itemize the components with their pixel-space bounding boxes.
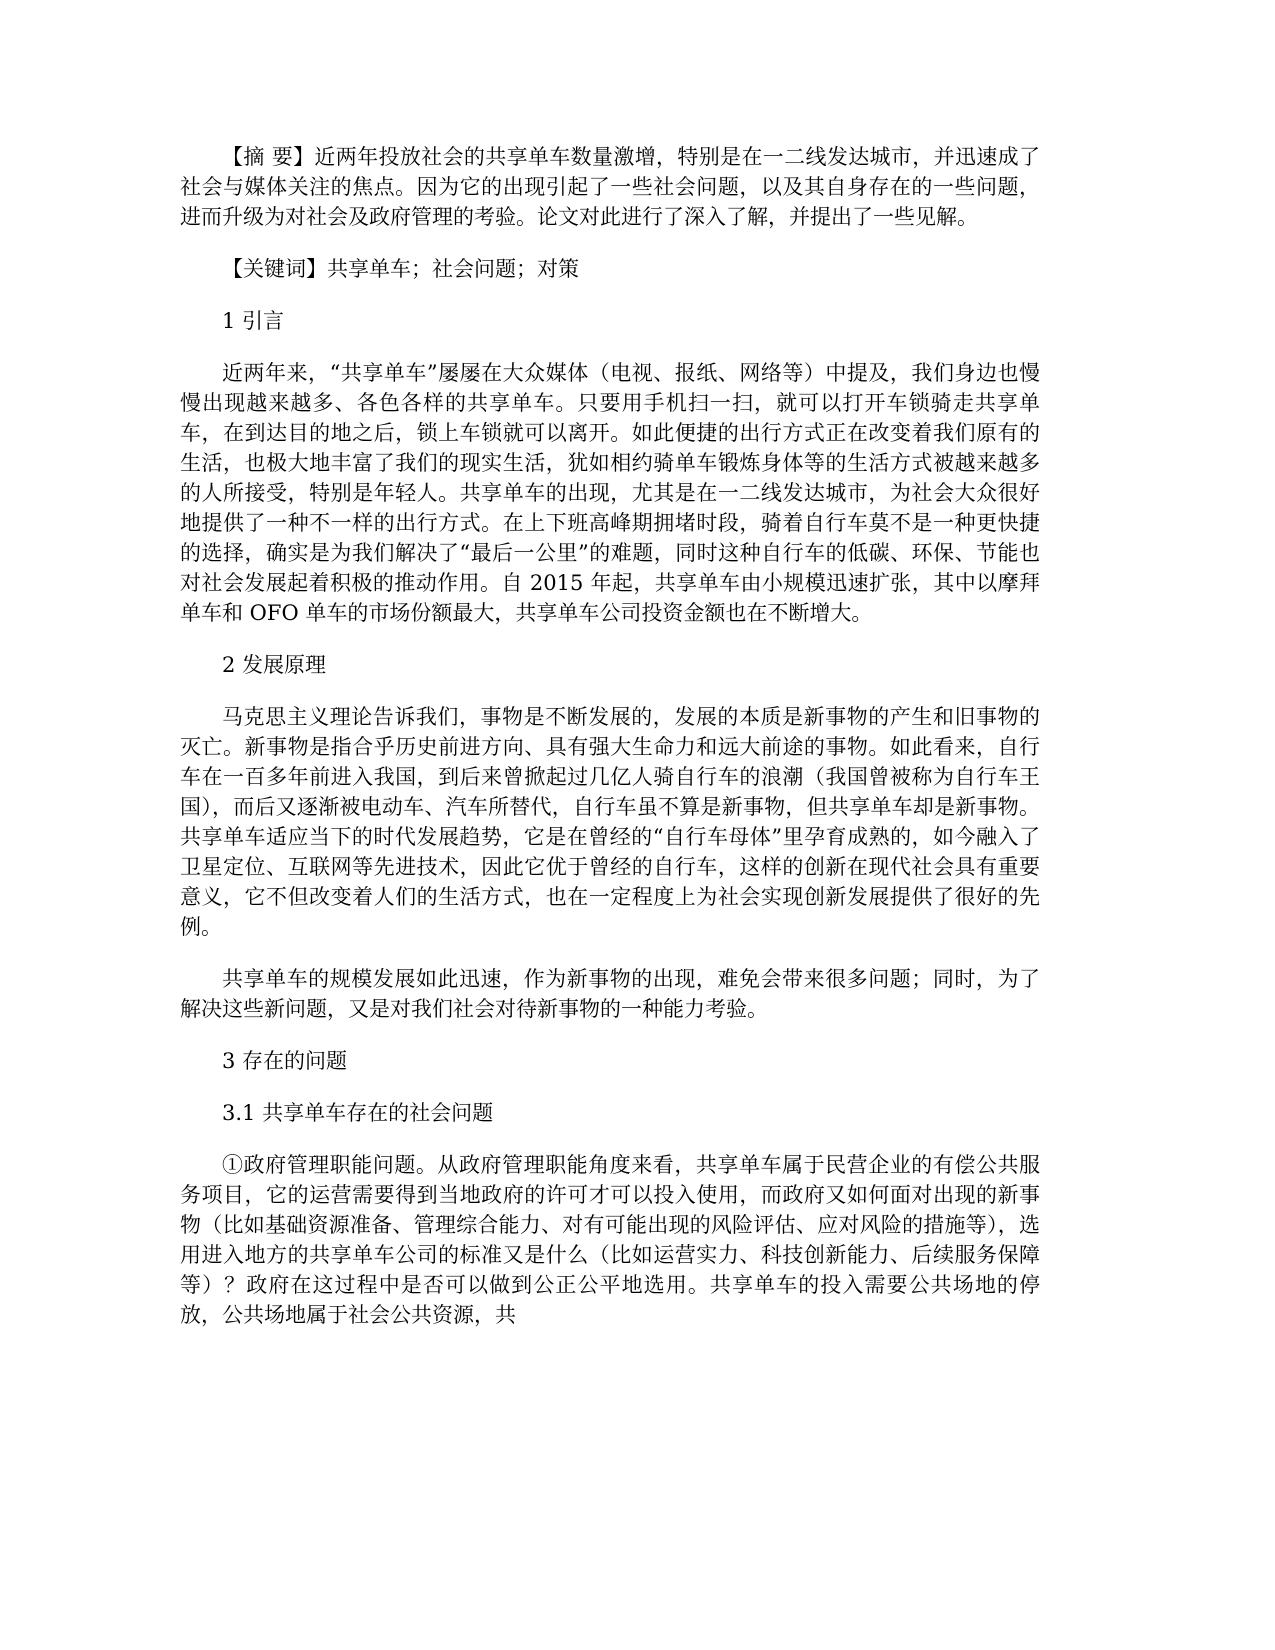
document-page: [180, 142, 1040, 1352]
section-3-1-paragraph: ①政府管理职能问题。从政府管理职能角度来看，共享单车属于民营企业的有偿公共服务项目，它的运营需要得到当地政府的许可才可以投入使用，而政府又如何面对出现的新事物（比如基础资源准备、管理综合能力、对有可能出现的风险评估、应对风险的措施等），选用进入地方的共享单车公司的标准又是什么（比如运营实力、科技创新能力、后续服务保障等）？政府在这过程中是否可以做到公正公平地选用。共享单车的投入需要公共场地的停放，公共场地属于社会公共资源，共: [180, 1153, 1040, 1327]
abstract-paragraph: 【摘 要】近两年投放社会的共享单车数量激增，特别是在一二线发达城市，并迅速成了社会与媒体关注的焦点。因为它的出现引起了一些社会问题，以及其自身存在的一些问题，进而升级为对社会及政府管理的考验。论文对此进行了深入了解，并提出了一些见解。: [180, 145, 1040, 229]
section-2-paragraph-2: 共享单车的规模发展如此迅速，作为新事物的出现，难免会带来很多问题；同时，为了解决这些新问题，又是对我们社会对待新事物的一种能力考验。: [180, 967, 1040, 1021]
keywords-paragraph: 【关键词】共享单车；社会问题；对策: [222, 257, 579, 281]
section-2-paragraph-1: 马克思主义理论告诉我们，事物是不断发展的，发展的本质是新事物的产生和旧事物的灭亡。新事物是指合乎历史前进方向、具有强大生命力和远大前途的事物。如此看来，自行车在一百多年前进入我国，到后来曾掀起过几亿人骑自行车的浪潮（我国曾被称为自行车王国），而后又逐渐被电动车、汽车所替代，自行车虽不算是新事物，但共享单车却是新事物。共享单车适应当下的时代发展趋势，它是在曾经的“自行车母体”里孕育成熟的，如今融入了卫星定位、互联网等先进技术，因此它优于曾经的自行车，这样的创新在现代社会具有重要意义，它不但改变着人们的生活方式，也在一定程度上为社会实现创新发展提供了很好的先例。: [180, 705, 1040, 939]
section-3-1-heading: 3.1 共享单车存在的社会问题: [222, 1101, 494, 1125]
section-1-paragraph: 近两年来，“共享单车”屡屡在大众媒体（电视、报纸、网络等）中提及，我们身边也慢慢出现越来越多、各色各样的共享单车。只要用手机扫一扫，就可以打开车锁骑走共享单车，在到达目的地之后，锁上车锁就可以离开。如此便捷的出行方式正在改变着我们原有的生活，也极大地丰富了我们的现实生活，犹如相约骑单车锻炼身体等的生活方式被越来越多的人所接受，特别是年轻人。共享单车的出现，尤其是在一二线发达城市，为社会大众很好地提供了一种不一样的出行方式。在上下班高峰期拥堵时段，骑着自行车莫不是一种更快捷的选择，确实是为我们解决了“最后一公里”的难题，同时这种自行车的低碳、环保、节能也对社会发展起着积极的推动作用。自 2015 年起，共享单车由小规模迅速扩张，其中以摩拜单车和 OFO 单车的市场份额最大，共享单车公司投资金额也在不断增大。: [180, 361, 1040, 625]
section-1-heading: 1 引言: [222, 309, 285, 333]
section-2-heading: 2 发展原理: [222, 653, 327, 677]
section-3-heading: 3 存在的问题: [222, 1049, 348, 1073]
